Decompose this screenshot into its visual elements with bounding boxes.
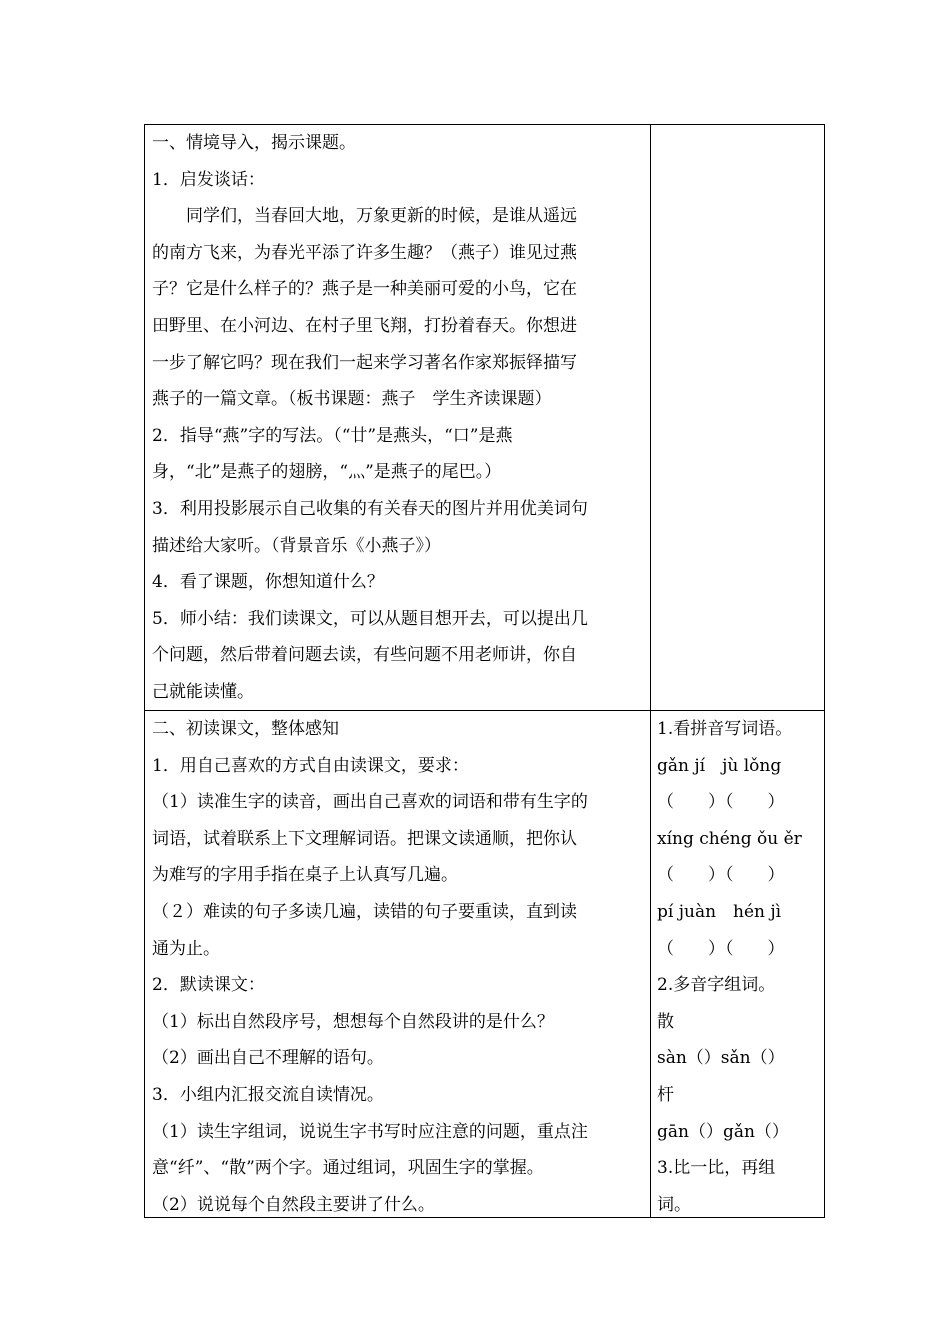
step-line: 3．小组内汇报交流自读情况。 (152, 1084, 384, 1105)
section-reading-cell (152, 711, 648, 1219)
step-line: 描述给大家听。（背景音乐《小燕子》） (152, 535, 441, 556)
polyphone-char: 散 (657, 1011, 674, 1032)
step-line: 2．指导“燕”字的写法。（“廿”是燕头，“口”是燕 (152, 425, 513, 446)
step-line: （２）难读的句子多读几遍，读错的句子要重读，直到读 (152, 901, 577, 922)
paragraph-line: 燕子的一篇文章。（板书课题：燕子 学生齐读课题） (152, 389, 552, 410)
step-line: 1．用自己喜欢的方式自由读课文，要求： (152, 755, 469, 776)
exercise-heading: 1.看拼音写词语。 (657, 719, 793, 739)
paragraph-line: 子？它是什么样子的？燕子是一种美丽可爱的小鸟，它在 (152, 279, 577, 300)
pinyin-line: pí juàn hén jì (657, 901, 782, 922)
step-line: 5．师小结：我们读课文，可以从题目想开去，可以提出几 (152, 608, 588, 629)
exercise-heading: 2.多音字组词。 (657, 975, 776, 996)
step-line: 词语，试着联系上下文理解词语。把课文读通顺，把你认 (152, 828, 577, 849)
section-intro-cell (152, 125, 648, 710)
answer-blanks: （ ）（ ） (657, 865, 785, 886)
step-line: 通为止。 (152, 938, 220, 959)
step-line: （1）读准生字的读音，画出自己喜欢的词语和带有生字的 (152, 792, 588, 813)
step-line: 身，“北”是燕子的翅膀，“灬”是燕子的尾巴。） (152, 462, 502, 483)
step-line: 己就能读懂。 (152, 681, 254, 702)
step-line: （2）说说每个自然段主要讲了什么。 (152, 1194, 435, 1215)
step-line: 为难写的字用手指在桌子上认真写几遍。 (152, 865, 458, 886)
polyphone-readings: sàn（）sǎn（） (657, 1048, 785, 1069)
answer-blanks: （ ）（ ） (657, 938, 785, 959)
step-label: 1．启发谈话： (152, 169, 265, 190)
exercises-cell (657, 711, 822, 1219)
polyphone-readings: gān（）gǎn（） (657, 1121, 789, 1142)
paragraph-line: 的南方飞来，为春光平添了许多生趣？（燕子）谁见过燕 (152, 242, 577, 263)
paragraph-line: 一步了解它吗？现在我们一起来学习著名作家郑振铎描写 (152, 352, 577, 373)
pinyin-line: gǎn jí jù lǒng (657, 755, 782, 776)
exercise-heading-cont: 词。 (657, 1194, 691, 1215)
step-line: 4．看了课题，你想知道什么？ (152, 572, 384, 593)
answer-blanks: （ ）（ ） (657, 792, 785, 813)
step-line: 个问题，然后带着问题去读，有些问题不用老师讲，你自 (152, 645, 577, 666)
step-line: （1）标出自然段序号，想想每个自然段讲的是什么？ (152, 1011, 554, 1032)
step-line: 2．默读课文： (152, 975, 265, 996)
notes-cell-empty (657, 125, 822, 710)
pinyin-line: xíng chéng ǒu ěr (657, 828, 802, 849)
lesson-plan-table (144, 124, 825, 1218)
paragraph-line: 同学们，当春回大地，万象更新的时候，是谁从遥远 (186, 206, 577, 227)
polyphone-char: 杆 (657, 1084, 674, 1105)
step-line: 3．利用投影展示自己收集的有关春天的图片并用优美词句 (152, 498, 588, 519)
section-heading: 二、初读课文，整体感知 (152, 719, 339, 739)
section-heading: 一、情境导入，揭示课题。 (152, 133, 356, 153)
step-line: 意“纤”、“散”两个字。通过组词，巩固生字的掌握。 (152, 1158, 544, 1179)
column-divider (650, 125, 651, 1217)
step-line: （1）读生字组词，说说生字书写时应注意的问题，重点注 (152, 1121, 588, 1142)
exercise-heading: 3.比一比，再组 (657, 1158, 776, 1179)
paragraph-line: 田野里、在小河边、在村子里飞翔，打扮着春天。你想进 (152, 315, 577, 336)
step-line: （2）画出自己不理解的语句。 (152, 1048, 384, 1069)
